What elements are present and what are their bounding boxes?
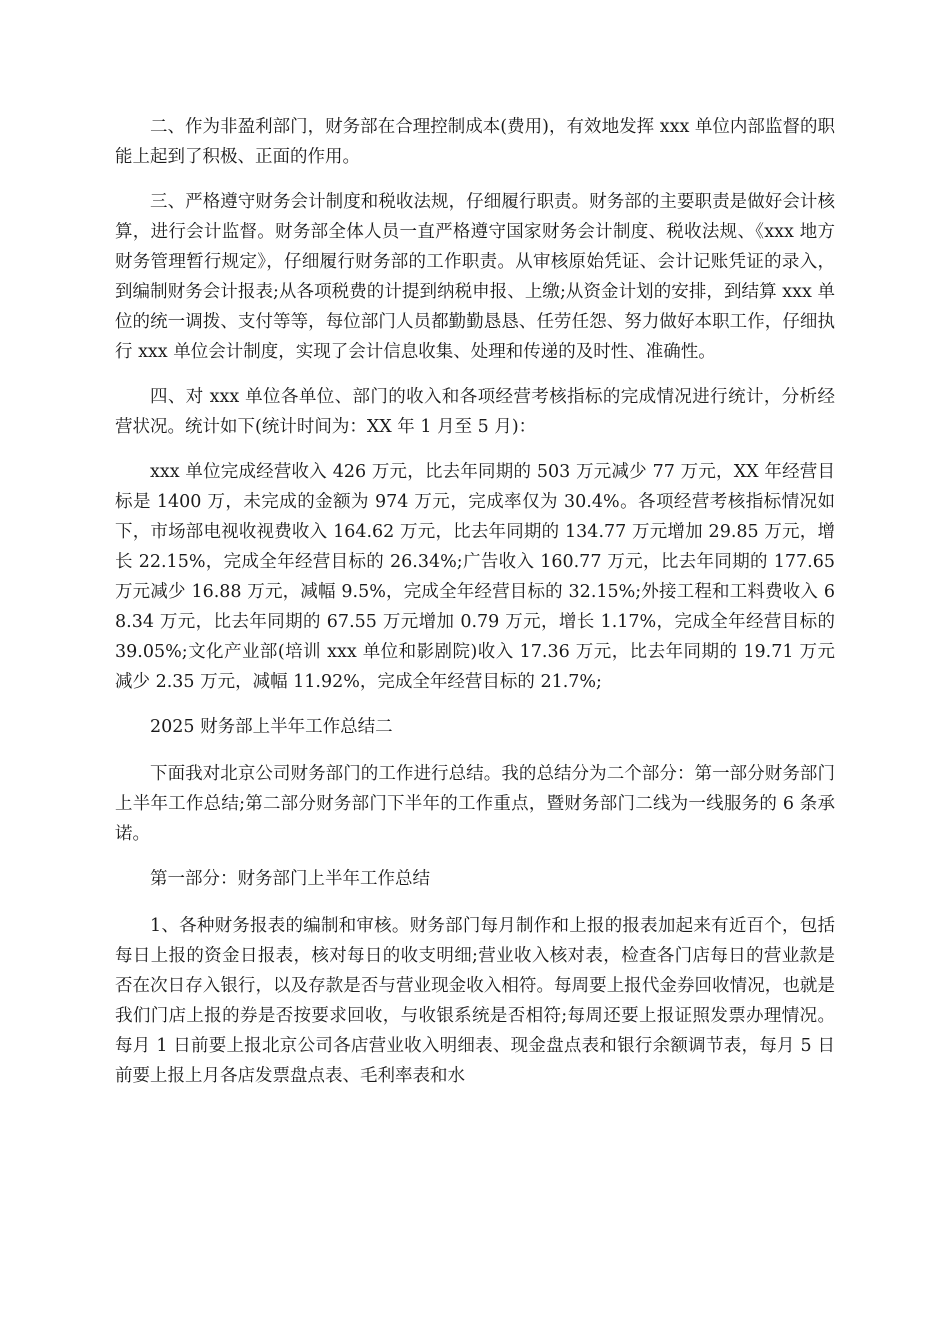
section-heading-summary-two: 2025 财务部上半年工作总结二 <box>150 717 393 737</box>
paragraph-item-4: 四、对 xxx 单位各单位、部门的收入和各项经营考核指标的完成情况进行统计，分析经营状况。统计如下(统计时间为：XX 年 1 月至 5 月)： <box>115 387 835 437</box>
paragraph-item-3: 三、严格遵守财务会计制度和税收法规，仔细履行职责。财务部的主要职责是做好会计核算，进行会计监督。财务部全体人员一直严格遵守国家财务会计制度、税收法规、《xxx 地方财务管理暂行规定》，仔细履行财务部的工作职责。从审核原始凭证、会计记账凭证的录入，到编制财务会计报表;从各项税费的计提到纳税申报、上缴;从资金计划的安排，到结算 xxx 单位的统一调拨、支付等等，每位部门人员都勤勤恳恳、任劳任怨、努力做好本职工作，仔细执行 xxx 单位会计制度，实现了会计信息收集、处理和传递的及时性、准确性。 <box>115 192 835 362</box>
paragraph-introduction: 下面我对北京公司财务部门的工作进行总结。我的总结分为二个部分：第一部分财务部门上半年工作总结;第二部分财务部门下半年的工作重点，暨财务部门二线为一线服务的 6 条承诺。 <box>115 764 835 844</box>
paragraph-statistics: xxx 单位完成经营收入 426 万元，比去年同期的 503 万元减少 77 万元，XX 年经营目标是 1400 万，未完成的金额为 974 万元，完成率仅为 30.4%。各项经营考核指标情况如下，市场部电视收视费收入 164.62 万元，比去年同期的 134.77 万元增加 29.85 万元，增长 22.15%，完成全年经营目标的 26.34%;广告收入 160.77 万元，比去年同期的 177.65 万元减少 16.88 万元，减幅 9.5%，完成全年经营目标的 32.15%;外接工程和工料费收入 68.34 万元，比去年同期的 67.55 万元增加 0.79 万元，增长 1.17%，完成全年经营目标的 39.05%;文化产业部(培训 xxx 单位和影剧院)收入 17.36 万元，比去年同期的 19.71 万元减少 2.35 万元，减幅 11.92%，完成全年经营目标的 21.7%; <box>115 462 835 692</box>
document-body <box>115 112 835 1106</box>
paragraph-reports: 1、各种财务报表的编制和审核。财务部门每月制作和上报的报表加起来有近百个，包括每日上报的资金日报表，核对每日的收支明细;营业收入核对表，检查各门店每日的营业款是否在次日存入银行，以及存款是否与营业现金收入相符。每周要上报代金券回收情况，也就是我们门店上报的券是否按要求回收，与收银系统是否相符;每周还要上报证照发票办理情况。每月 1 日前要上报北京公司各店营业收入明细表、现金盘点表和银行余额调节表，每月 5 日前要上报上月各店发票盘点表、毛利率表和水 <box>115 916 835 1086</box>
paragraph-item-2: 二、作为非盈利部门，财务部在合理控制成本(费用)，有效地发挥 xxx 单位内部监督的职能上起到了积极、正面的作用。 <box>115 117 835 167</box>
section-heading-part-one: 第一部分：财务部门上半年工作总结 <box>150 869 430 889</box>
